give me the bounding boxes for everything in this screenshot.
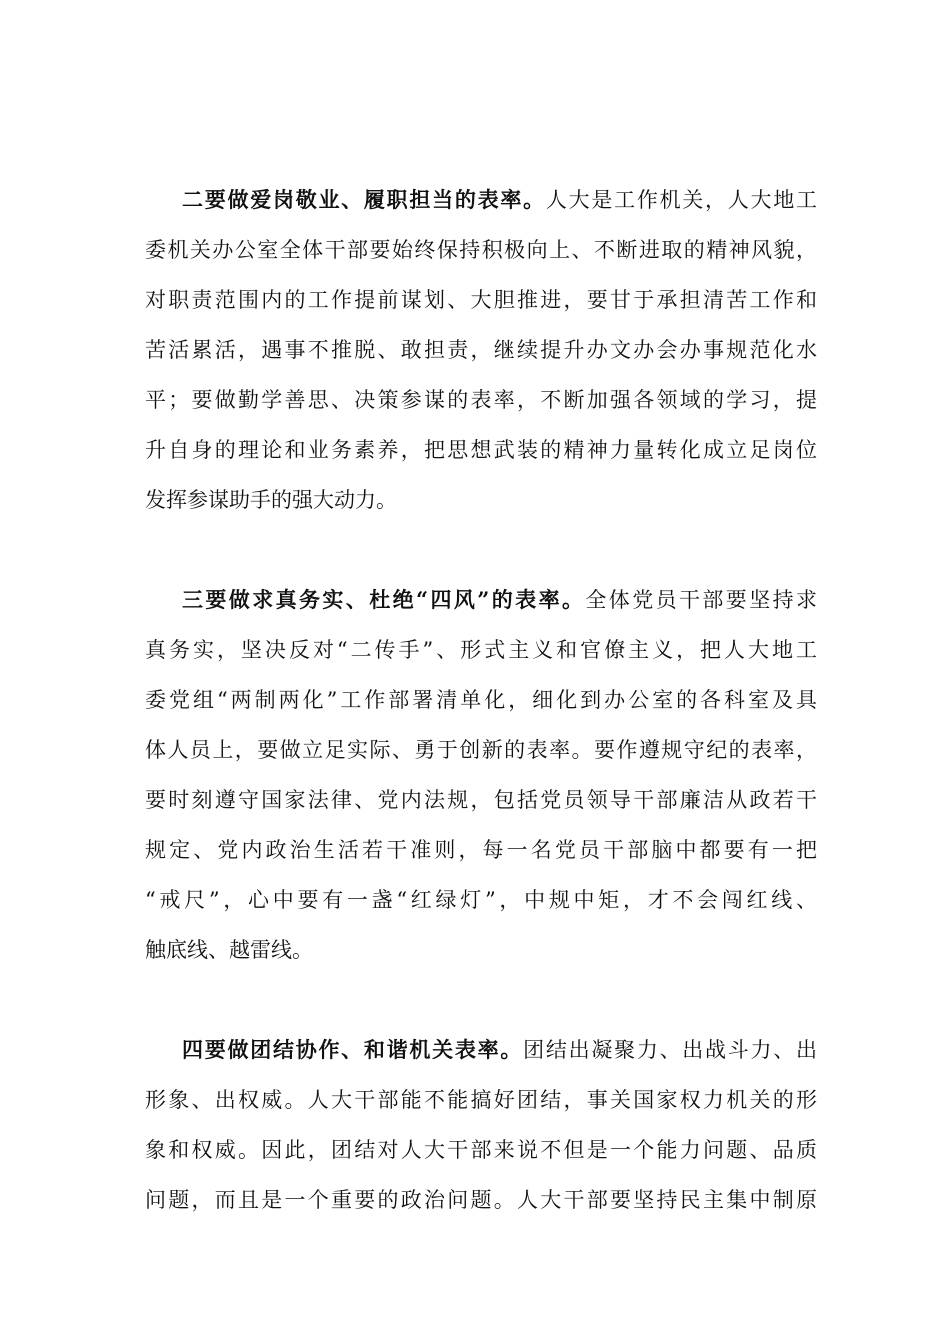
paragraph-2-line-3: 委党组“两制两化”工作部署清单化，细化到办公室的各科室及具 [145,688,817,712]
paragraph-1-line-6: 升自身的理论和业务素养，把思想武装的精神力量转化成立足岗位 [145,438,817,462]
paragraph-1-line-7: 发挥参谋助手的强大动力。 [145,488,397,512]
paragraph-1-line-4: 苦活累活，遇事不推脱、敢担责，继续提升办文办会办事规范化水 [145,338,817,362]
paragraph-2-line-5: 要时刻遵守国家法律、党内法规，包括党员领导干部廉洁从政若干 [145,788,817,812]
paragraph-2-line-7: “戒尺”，心中要有一盏“红绿灯”，中规中矩，才不会闯红线、 [145,888,817,912]
paragraph-3-heading: 四要做团结协作、和谐机关表率。 [182,1037,524,1062]
paragraph-2-line-2: 真务实，坚决反对“二传手”、形式主义和官僚主义，把人大地工 [145,638,817,662]
paragraph-1-line-3: 对职责范围内的工作提前谋划、大胆推进，要甘于承担清苦工作和 [145,288,817,312]
paragraph-2-line-8: 触底线、越雷线。 [145,938,313,962]
paragraph-1-line-1 [182,185,817,215]
paragraph-2-line-4: 体人员上，要做立足实际、勇于创新的表率。要作遵规守纪的表率， [145,738,817,762]
paragraph-3-line-1 [182,1035,817,1065]
paragraph-3-line-4: 问题，而且是一个重要的政治问题。人大干部要坚持民主集中制原 [145,1188,817,1212]
paragraph-1-text: 人大是工作机关，人大地工 [545,188,818,212]
paragraph-2-heading: 三要做求真务实、杜绝“四风”的表率。 [182,587,586,612]
paragraph-1-line-5: 平；要做勤学善思、决策参谋的表率，不断加强各领域的学习，提 [145,388,817,412]
paragraph-2-line-6: 规定、党内政治生活若干准则，每一名党员干部脑中都要有一把 [145,838,817,862]
paragraph-1-heading: 二要做爱岗敬业、履职担当的表率。 [182,187,546,212]
paragraph-3-line-3: 象和权威。因此，团结对人大干部来说不但是一个能力问题、品质 [145,1138,817,1162]
paragraph-1-line-2: 委机关办公室全体干部要始终保持积极向上、不断进取的精神风貌， [145,238,817,262]
paragraph-3-line-2: 形象、出权威。人大干部能不能搞好团结，事关国家权力机关的形 [145,1088,817,1112]
paragraph-2-text: 全体党员干部要坚持求 [585,588,817,612]
paragraph-2-line-1 [182,585,817,615]
paragraph-3-text: 团结出凝聚力、出战斗力、出 [523,1038,818,1062]
